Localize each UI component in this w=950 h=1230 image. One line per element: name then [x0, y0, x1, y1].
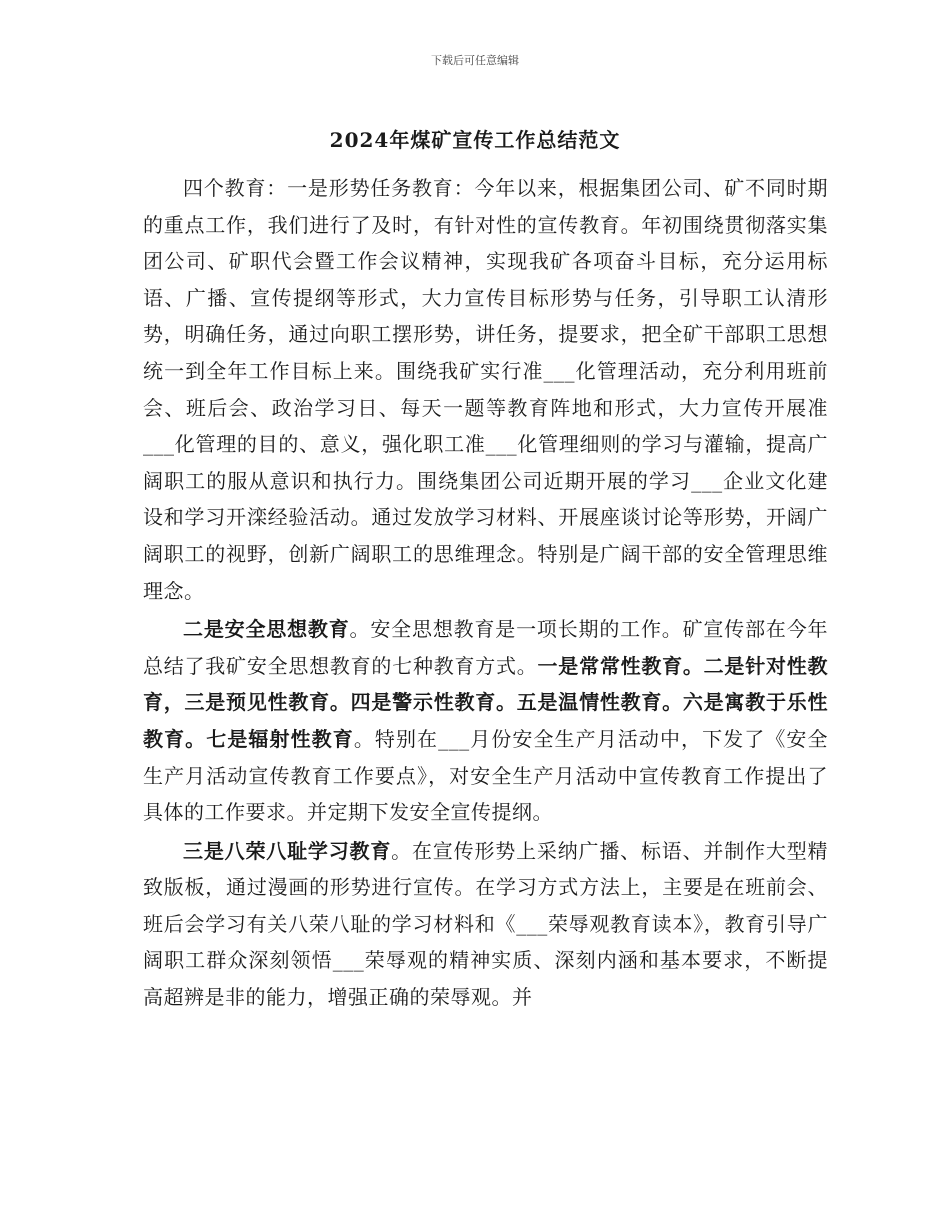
paragraph-2-methods: 一是常常性教育。二是针对性教育，三是预见性教育。四是警示性教育。五是温情性教育。六是寓教于乐性教育。七是辐射性教育 — [143, 653, 828, 751]
document-title: 2024年煤矿宣传工作总结范文 — [329, 128, 621, 152]
document-body — [143, 170, 828, 1016]
paragraph-3 — [143, 833, 828, 1016]
paragraph-2-text-b: 。特别在___月份安全生产月活动中，下发了《安全生产月活动宣传教育工作要点》，对安全生产月活动中宣传教育工作提出了具体的工作要求。并定期下发安全宣传提纲。 — [143, 726, 829, 825]
paragraph-2-text-a: 。安全思想教育是一项长期的工作。矿宣传部在今年总结了我矿安全思想教育的七种教育方式。 — [143, 617, 829, 678]
paragraph-3-heading: 三是八荣八耻学习教育 — [183, 838, 392, 863]
paragraph-3-text: 。在宣传形势上采纳广播、标语、并制作大型精致版板，通过漫画的形势进行宣传。在学习方式方法上，主要是在班前会、班后会学习有关八荣八耻的学习材料和《___荣辱观教育读本》，教育引导广阔职工群众深刻领悟___荣辱观的精神实质、深刻内涵和基本要求，不断提高超辨是非的能力，增强正确的荣辱观。并 — [143, 838, 829, 1010]
header-note: 下载后可任意编辑 — [431, 54, 519, 67]
paragraph-1: 四个教育：一是形势任务教育：今年以来，根据集团公司、矿不同时期的重点工作，我们进行了及时，有针对性的宣传教育。年初围绕贯彻落实集团公司、矿职代会暨工作会议精神，实现我矿各项奋斗目标，充分运用标语、广播、宣传提纲等形式，大力宣传目标形势与任务，引导职工认清形势，明确任务，通过向职工摆形势，讲任务，提要求，把全矿干部职工思想统一到全年工作目标上来。围绕我矿实行准___化管理活动，充分利用班前会、班后会、政治学习日、每天一题等教育阵地和形式，大力宣传开展准___化管理的目的、意义，强化职工准___化管理细则的学习与灌输，提高广阔职工的服从意识和执行力。围绕集团公司近期开展的学习___企业文化建设和学习开滦经验活动。通过发放学习材料、开展座谈讨论等形势，开阔广阔职工的视野，创新广阔职工的思维理念。特别是广阔干部的安全管理思维理念。 — [143, 176, 828, 603]
paragraph-2-heading: 二是安全思想教育 — [183, 617, 350, 642]
paragraph-2 — [143, 611, 828, 831]
